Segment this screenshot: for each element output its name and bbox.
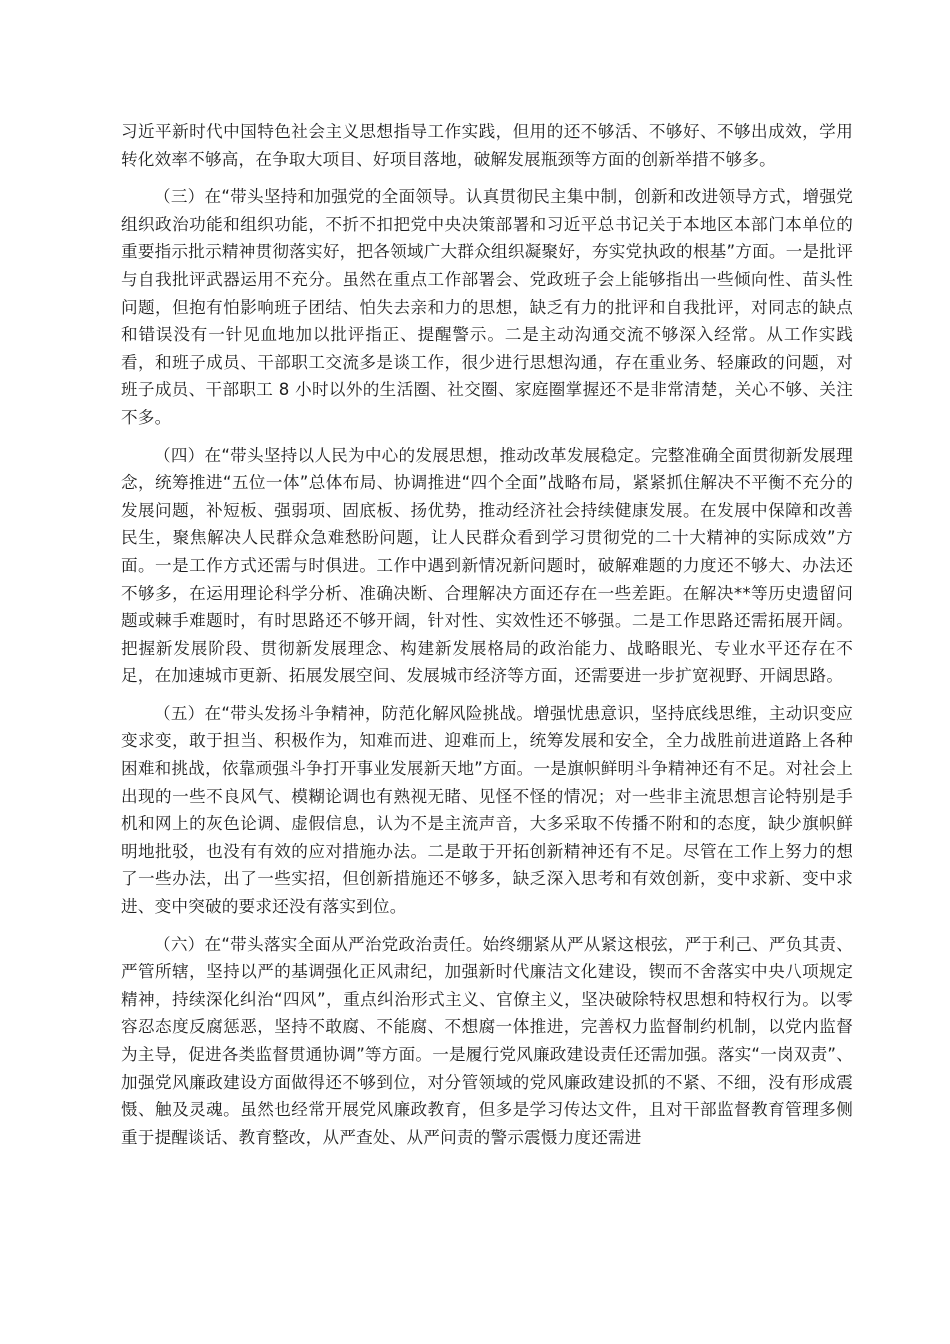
paragraph-section-six: （六）在“带头落实全面从严治党政治责任。始终绷紧从严从紧这根弦，严于利己、严负其责、严管所辖，坚持以严的基调强化正风肃纪，加强新时代廉洁文化建设，锲而不舍落实中央八项规定精神，持续深化纠治“四风”，重点纠治形式主义、官僚主义，坚决破除特权思想和特权行为。以零容忍态度反腐惩恶，坚持不敢腐、不能腐、不想腐一体推进，完善权力监督制约机制，以党内监督为主导，促进各类监督贯通协调”等方面。一是履行党风廉政建设责任还需加强。落实“一岗双责”、加强党风廉政建设方面做得还不够到位，对分管领域的党风廉政建设抓的不紧、不细，没有形成震慑、触及灵魂。虽然也经常开展党风廉政教育，但多是学习传达文件，且对干部监督教育管理多侧重于提醒谈话、教育整改，从严查处、从严问责的警示震慑力度还需进: [121, 934, 853, 1147]
paragraph-section-five: （五）在“带头发扬斗争精神，防范化解风险挑战。增强忧患意识，坚持底线思维，主动识变应变求变，敢于担当、积极作为，知难而进、迎难而上，统筹发展和安全，全力战胜前进道路上各种困难和挑战，依靠顽强斗争打开事业发展新天地”方面。一是旗帜鲜明斗争精神还有不足。对社会上出现的一些不良风气、模糊论调也有熟视无睹、见怪不怪的情况；对一些非主流思想言论特别是手机和网上的灰色论调、虚假信息，认为不是主流声音，大多采取不传播不附和的态度，缺少旗帜鲜明地批驳，也没有有效的应对措施办法。二是敢于开拓创新精神还有不足。尽管在工作上努力的想了一些办法，出了一些实招，但创新措施还不够多，缺乏深入思考和有效创新，变中求新、变中求进、变中突破的要求还没有落实到位。: [121, 703, 853, 917]
paragraph-continuation: 习近平新时代中国特色社会主义思想指导工作实践，但用的还不够活、不够好、不够出成效，学用转化效率不够高，在争取大项目、好项目落地，破解发展瓶颈等方面的创新举措不够多。: [121, 122, 853, 169]
paragraph-section-four: （四）在“带头坚持以人民为中心的发展思想，推动改革发展稳定。完整准确全面贯彻新发展理念，统筹推进“五位一体”总体布局、协调推进“四个全面”战略布局，紧紧抓住解决不平衡不充分的发展问题，补短板、强弱项、固底板、扬优势，推动经济社会持续健康发展。在发展中保障和改善民生，聚焦解决人民群众急难愁盼问题，让人民群众看到学习贯彻党的二十大精神的实际成效”方面。一是工作方式还需与时俱进。工作中遇到新情况新问题时，破解难题的力度还不够大、办法还不够多，在运用理论科学分析、准确决断、合理解决方面还存在一些差距。在解决**等历史遗留问题或棘手难题时，有时思路还不够开阔，针对性、实效性还不够强。二是工作思路还需拓展开阔。把握新发展阶段、贯彻新发展理念、构建新发展格局的政治能力、战略眼光、专业水平还存在不足，在加速城市更新、拓展发展空间、发展城市经济等方面，还需要进一步扩宽视野、开阔思路。: [121, 445, 853, 686]
paragraph-section-three: （三）在“带头坚持和加强党的全面领导。认真贯彻民主集中制，创新和改进领导方式，增强党组织政治功能和组织功能，不折不扣把党中央决策部署和习近平总书记关于本地区本部门本单位的重要指示批示精神贯彻落实好，把各领域广大群众组织凝聚好，夯实党执政的根基”方面。一是批评与自我批评武器运用不充分。虽然在重点工作部署会、党政班子会上能够指出一些倾向性、苗头性问题，但抱有怕影响班子团结、怕失去亲和力的思想，缺乏有力的批评和自我批评，对同志的缺点和错误没有一针见血地加以批评指正、提醒警示。二是主动沟通交流不够深入经常。从工作实践看，和班子成员、干部职工交流多是谈工作，很少进行思想沟通，存在重业务、轻廉政的问题，对班子成员、干部职工 8 小时以外的生活圈、社交圈、家庭圈掌握还不是非常清楚，关心不够、关注不多。: [121, 187, 853, 427]
document-page: [121, 118, 853, 1161]
